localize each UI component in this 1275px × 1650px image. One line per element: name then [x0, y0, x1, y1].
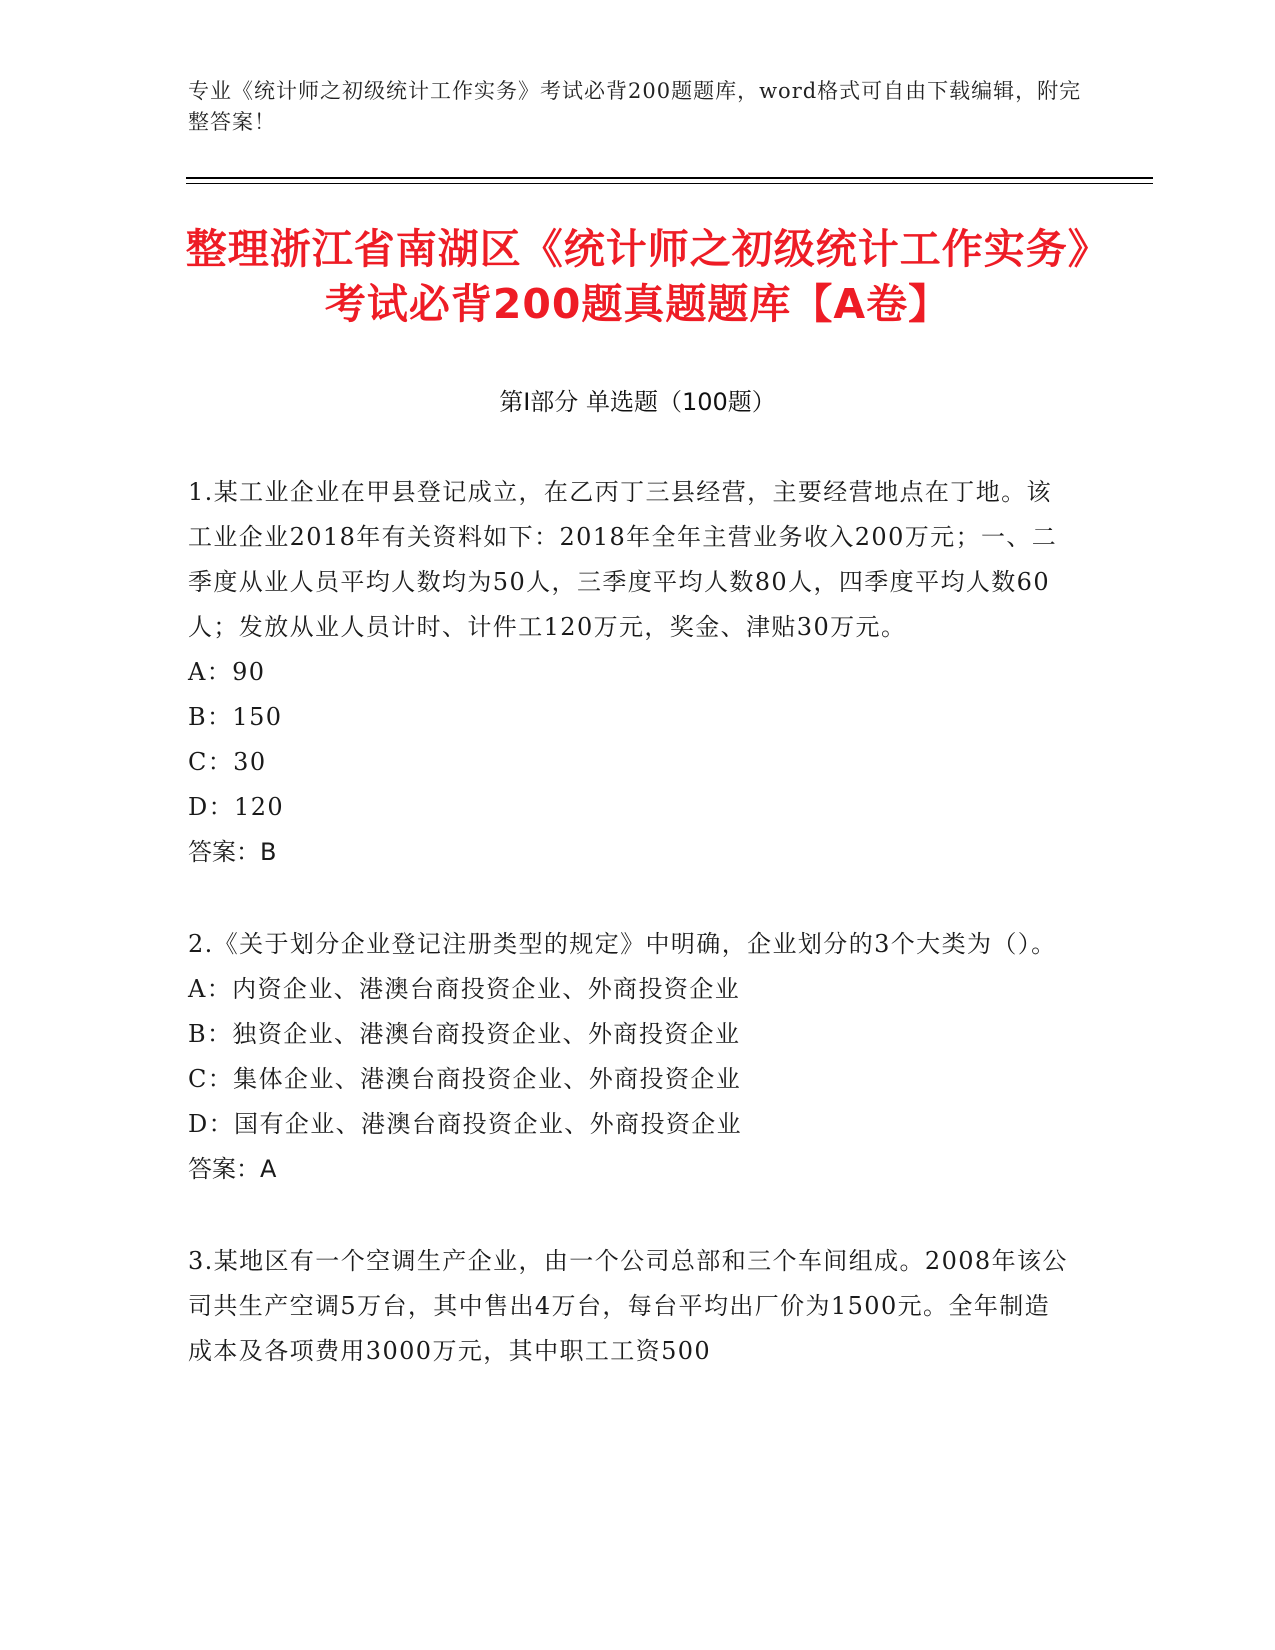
question-2 — [188, 922, 1068, 1192]
question-list — [188, 470, 1068, 1374]
option-a: A：内资企业、港澳台商投资企业、外商投资企业 — [188, 975, 741, 1003]
question-1 — [188, 470, 1068, 875]
option-c: C：30 — [188, 748, 267, 776]
section-title: 第I部分 单选题（100题） — [499, 388, 776, 416]
option-a: A：90 — [188, 658, 266, 686]
header-divider-thin — [186, 183, 1153, 184]
option-c: C：集体企业、港澳台商投资企业、外商投资企业 — [188, 1065, 742, 1093]
question-3 — [188, 1239, 1068, 1374]
option-b: B：150 — [188, 703, 283, 731]
question-stem: 1.某工业企业在甲县登记成立，在乙丙丁三县经营，主要经营地点在丁地。该工业企业2018年有关资料如下：2018年全年主营业务收入200万元；一、二季度从业人员平均人数均为50人，三季度平均人数80人，四季度平均人数60人；发放从业人员计时、计件工120万元，奖金、津贴30万元。 — [188, 478, 1058, 641]
question-stem: 2.《关于划分企业登记注册类型的规定》中明确，企业划分的3个大类为（）。 — [188, 930, 1057, 958]
header-divider-thick — [186, 177, 1153, 179]
header-note: 专业《统计师之初级统计工作实务》考试必背200题题库，word格式可自由下载编辑，附完整答案！ — [188, 79, 1082, 134]
question-spacer — [188, 1192, 1068, 1239]
document-title: 整理浙江省南湖区《统计师之初级统计工作实务》考试必背200题真题题库【A卷】 — [185, 225, 1090, 328]
option-d: D：国有企业、港澳台商投资企业、外商投资企业 — [188, 1110, 743, 1138]
answer-line: 答案：A — [188, 1155, 277, 1183]
option-d: D：120 — [188, 793, 285, 821]
answer-line: 答案：B — [188, 838, 277, 866]
question-stem: 3.某地区有一个空调生产企业，由一个公司总部和三个车间组成。2008年该公司共生产空调5万台，其中售出4万台，每台平均出厂价为1500元。全年制造成本及各项费用3000万元，其中职工工资500 — [188, 1247, 1068, 1365]
option-b: B：独资企业、港澳台商投资企业、外商投资企业 — [188, 1020, 741, 1048]
question-spacer — [188, 875, 1068, 922]
